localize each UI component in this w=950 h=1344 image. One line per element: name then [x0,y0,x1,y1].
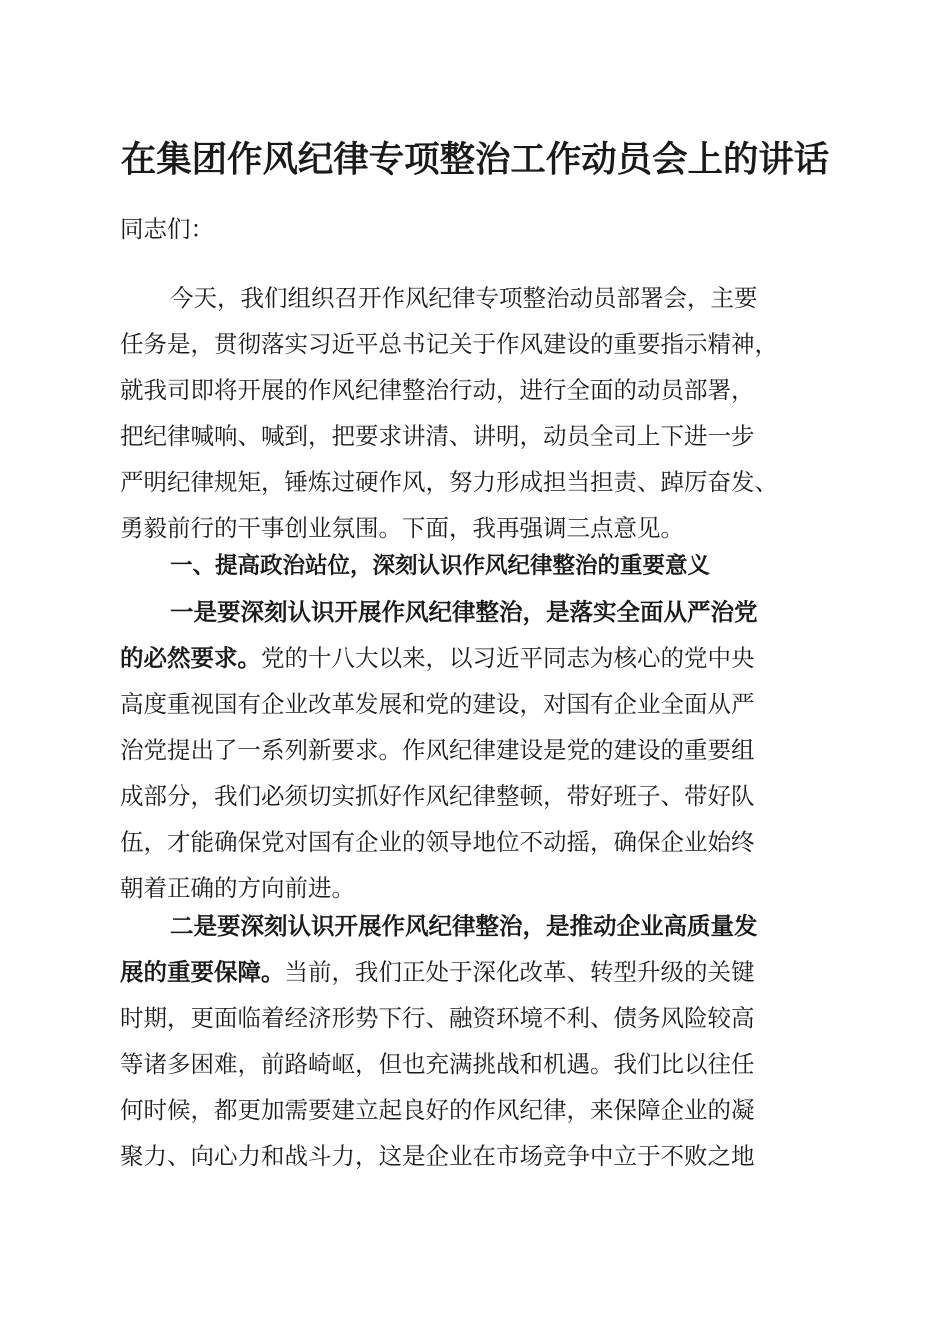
intro-line-1: 今天，我们组织召开作风纪律专项整治动员部署会，主要 [170,284,758,312]
point-1-lead-rest: 党的十八大以来，以习近平同志为核心的党中央 [261,644,755,672]
salutation: 同志们： [120,215,214,243]
point-2-lead-line-1: 二是要深刻认识开展作风纪律整治，是推动企业高质量发 [170,912,758,940]
point-1-body-line-5: 朝着正确的方向前进。 [120,874,355,902]
intro-line-5: 严明纪律规矩，锤炼过硬作风，努力形成担当担责、踔厉奋发、 [120,468,778,496]
point-1-body-line-2: 治党提出了一系列新要求。作风纪律建设是党的建设的重要组 [120,736,755,764]
intro-line-4: 把纪律喊响、喊到，把要求讲清、讲明，动员全司上下进一步 [120,422,755,450]
document-title: 在集团作风纪律专项整治工作动员会上的讲话 [120,139,830,180]
point-1-lead-bold: 的必然要求。 [120,644,261,672]
point-2-body-line-4: 聚力、向心力和战斗力，这是企业在市场竞争中立于不败之地 [120,1142,755,1170]
point-1-body-line-4: 伍，才能确保党对国有企业的领导地位不动摇，确保企业始终 [120,828,755,856]
intro-line-6: 勇毅前行的干事创业氛围。下面，我再强调三点意见。 [120,514,684,542]
intro-line-2: 任务是，贯彻落实习近平总书记关于作风建设的重要指示精神， [120,330,778,358]
point-1-body-line-1: 高度重视国有企业改革发展和党的建设，对国有企业全面从严 [120,690,755,718]
intro-line-3: 就我司即将开展的作风纪律整治行动，进行全面的动员部署， [120,376,755,404]
point-1-lead-line-1: 一是要深刻认识开展作风纪律整治，是落实全面从严治党 [170,598,758,626]
section-1-heading: 一、提高政治站位，深刻认识作风纪律整治的重要意义 [170,553,711,579]
point-1-body-line-3: 成部分，我们必须切实抓好作风纪律整顿，带好班子、带好队 [120,782,755,810]
point-2-body-line-2: 等诸多困难，前路崎岖，但也充满挑战和机遇。我们比以往任 [120,1050,755,1078]
point-2-body-line-1: 时期，更面临着经济形势下行、融资环境不利、债务风险较高 [120,1004,755,1032]
point-2-body-line-3: 何时候，都更加需要建立起良好的作风纪律，来保障企业的凝 [120,1096,755,1124]
point-1-line-2 [120,635,755,681]
point-2-line-2 [120,949,755,995]
point-2-lead-rest: 当前，我们正处于深化改革、转型升级的关键 [284,958,755,986]
point-2-lead-bold: 展的重要保障。 [120,958,285,986]
